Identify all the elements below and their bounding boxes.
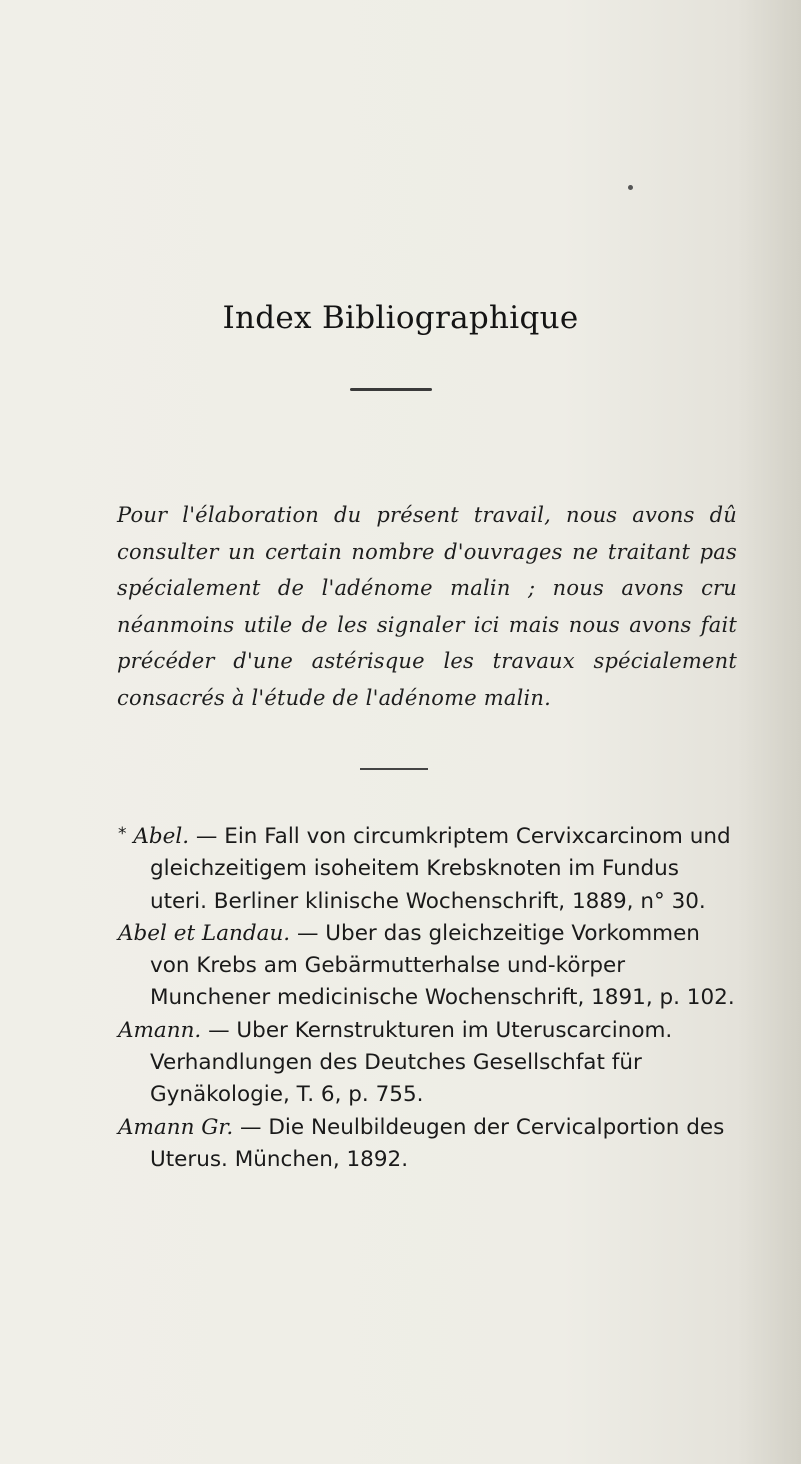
title-ornament <box>350 388 432 391</box>
entry-text: — Ein Fall von circumkriptem Cervixcarcinom und gleichzeitigem isoheitem Krebsknoten im Fundus uteri. Berliner klinische Wochenschrift, 1889, n° 30. <box>150 824 731 914</box>
entry-text: — Die Neulbildeugen der Cervicalportion des Uterus. München, 1892. <box>150 1114 725 1172</box>
intro-paragraph: Pour l'élaboration du présent travail, nous avons dû consulter un certain nombre d'ouvrages ne traitant pas spécialement de l'adénome malin ; nous avons cru néanmoins utile de les signaler ici mais nous avons fait précéder d'une astérisque les travaux spécialement consacrés à l'étude de l'adénome malin. <box>117 503 737 710</box>
entry-author: Abel. <box>133 824 190 849</box>
bibliography-list <box>118 818 738 1176</box>
entry-author: Amann Gr. <box>118 1114 234 1140</box>
page-title: Index Bibliographique <box>222 300 579 336</box>
entry-author: Abel et Landau. <box>118 920 291 946</box>
bibliography-entry <box>118 818 738 918</box>
entry-text: — Uber Kernstrukturen im Uteruscarcinom. Verhandlungen des Deutches Gesellschfat für Gynäkologie, T. 6, p. 755. <box>150 1017 673 1108</box>
section-divider <box>360 768 428 770</box>
bibliography-entry <box>118 1112 738 1177</box>
entry-author: Amann. <box>118 1017 202 1043</box>
bibliography-entry <box>118 918 738 1015</box>
asterisk-marker: * <box>118 824 127 844</box>
ink-speck <box>628 185 633 190</box>
entry-text: — Uber das gleichzeitige Vorkommen von Krebs am Gebärmutterhalse und-körper Munchener medicinische Wochenschrift, 1891, p. 102. <box>150 920 735 1011</box>
bibliography-entry <box>118 1015 738 1112</box>
